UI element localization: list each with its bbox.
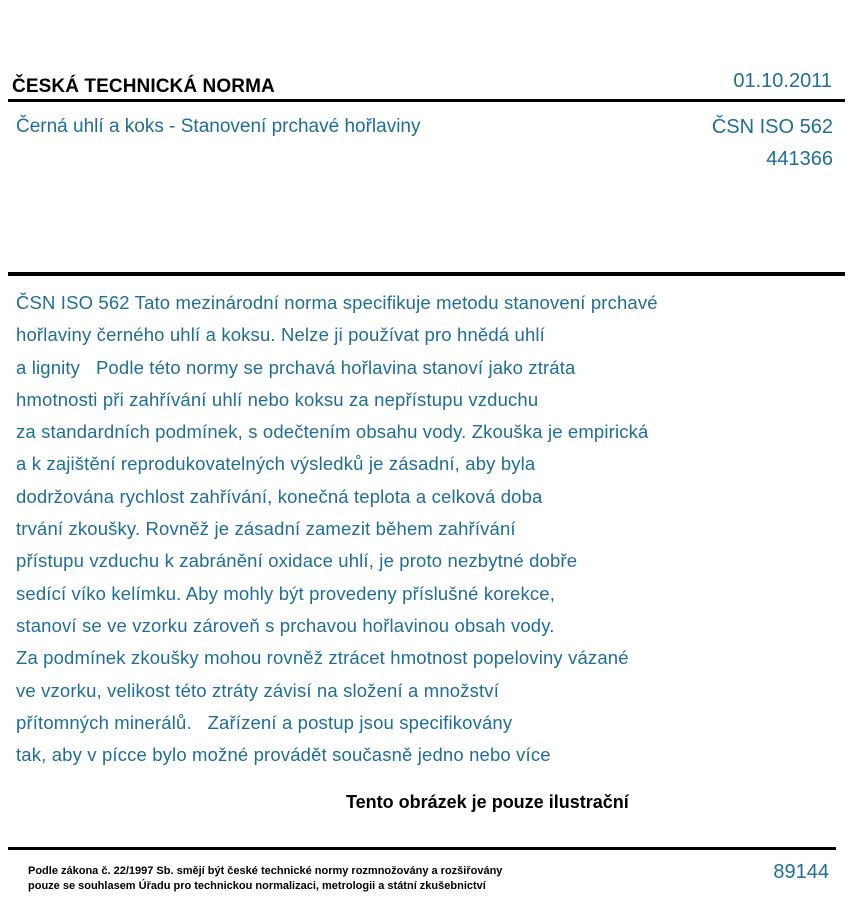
body-line: stanoví se ve vzorku zároveň s prchavou hořlavinou obsah vody. bbox=[16, 614, 555, 636]
body-line: dodržována rychlost zahřívání, konečná teplota a celková doba bbox=[16, 485, 543, 507]
document-number: 89144 bbox=[773, 861, 829, 883]
body-line: hmotnosti při zahřívání uhlí nebo koksu za nepřístupu vzduchu bbox=[16, 388, 539, 410]
body-line: přístupu vzduchu k zabránění oxidace uhlí, je proto nezbytné dobře bbox=[16, 550, 578, 572]
body-line: ČSN ISO 562 Tato mezinárodní norma specifikuje metodu stanovení prchavé bbox=[16, 292, 658, 313]
body-line: přítomných minerálů. Zařízení a postup jsou specifikovány bbox=[16, 711, 513, 733]
body-line: a k zajištění reprodukovatelných výsledků je zásadní, aby byla bbox=[16, 453, 536, 475]
header-title: ČESKÁ TECHNICKÁ NORMA bbox=[12, 76, 275, 97]
legal-line: Podle zákona č. 22/1997 Sb. smějí být české technické normy rozmnožovány a rozšiřovány bbox=[28, 865, 503, 877]
header-divider bbox=[8, 99, 845, 102]
body-line: tak, aby v pícce bylo možné provádět současně jedno nebo více bbox=[16, 744, 551, 766]
body-line: za standardních podmínek, s odečtením obsahu vody. Zkouška je empirická bbox=[16, 421, 649, 443]
document-code: ČSN ISO 562 bbox=[711, 116, 833, 138]
legal-notice bbox=[28, 864, 502, 894]
body-text bbox=[16, 287, 796, 771]
body-line: ve vzorku, velikost této ztráty závisí na složení a množství bbox=[16, 679, 499, 701]
legal-line: pouze se souhlasem Úřadu pro technickou normalizaci, metrologii a státní zkušebnictví bbox=[28, 880, 486, 892]
document-title: Černá uhlí a koks - Stanovení prchavé hořlaviny bbox=[16, 116, 421, 137]
body-line: sedící víko kelímku. Aby mohly být provedeny příslušné korekce, bbox=[16, 582, 555, 604]
illustration-notice: Tento obrázek je pouze ilustrační bbox=[346, 792, 629, 812]
body-line: trvání zkoušky. Rovněž je zásadní zamezit během zahřívání bbox=[16, 518, 516, 540]
body-line: Za podmínek zkoušky mohou rovněž ztrácet hmotnost popeloviny vázané bbox=[16, 647, 629, 669]
section-divider bbox=[8, 272, 845, 276]
body-line: hořlaviny černého uhlí a koksu. Nelze ji používat pro hnědá uhlí bbox=[16, 324, 545, 346]
body-line: a lignity Podle této normy se prchavá hořlavina stanoví jako ztráta bbox=[16, 356, 576, 378]
document-classification: 441366 bbox=[766, 148, 833, 170]
footer-divider bbox=[8, 847, 836, 850]
header-date: 01.10.2011 bbox=[733, 70, 832, 92]
